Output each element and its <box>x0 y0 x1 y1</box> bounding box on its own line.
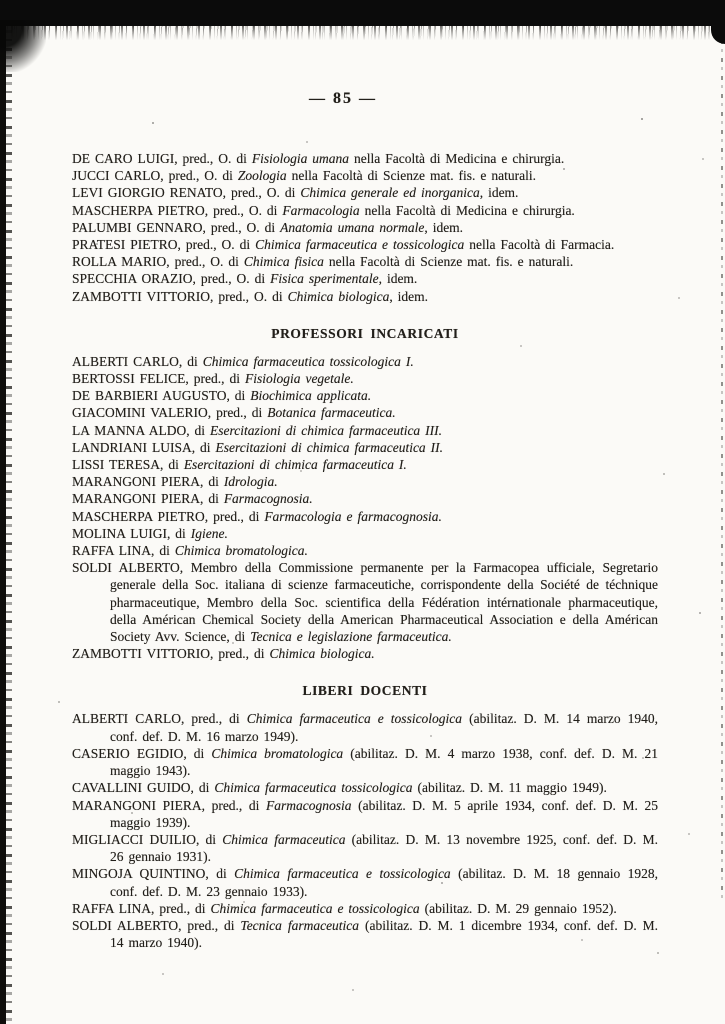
entry-subject: Esercitazioni di chimica farmaceutica III. <box>210 422 443 438</box>
entry-text: BERTOSSI FELICE, pred., di <box>72 371 245 387</box>
scan-binding-gutter <box>0 22 6 1024</box>
entry-subject: Anatomia umana normale <box>280 219 425 235</box>
entry-text: (abilitaz. D. M. 29 gennaio 1952). <box>419 900 617 916</box>
entry-subject: Fisiologia vegetale. <box>244 371 354 387</box>
directory-entry <box>72 370 658 387</box>
entry-subject: Chimica farmaceutica e tossicologica <box>255 237 465 253</box>
entry-subject: Chimica farmaceutica e tossicologica <box>210 900 420 916</box>
entry-text: RAFFA LINA, pred., di <box>72 900 211 916</box>
directory-entry <box>72 490 658 507</box>
entry-text: nella Facoltà di Medicina e chirurgia. <box>359 202 575 218</box>
entry-text: ZAMBOTTI VITTORIO, pred., di <box>72 646 270 662</box>
directory-entry <box>72 387 658 404</box>
entry-text: LEVI GIORGIO RENATO, pred., O. di <box>72 185 301 201</box>
directory-entry <box>72 508 658 525</box>
entry-subject: Farmacologia e farmacognosia. <box>264 508 442 524</box>
directory-entry <box>72 456 658 473</box>
entry-text: (abilitaz. D. M. 14 marzo 1940, conf. def. D. M. 16 marzo 1949). <box>110 711 659 744</box>
entry-subject: Farmacognosia <box>266 797 352 813</box>
entry-subject: Fisiologia umana <box>251 151 350 166</box>
entry-text: , idem. <box>479 185 519 201</box>
document-body <box>72 150 658 951</box>
entry-text: PALUMBI GENNARO, pred., O. di <box>72 219 281 235</box>
directory-entry <box>72 270 658 287</box>
scan-top-edge-shadow <box>0 0 725 26</box>
entry-subject: Tecnica e legislazione farmaceutica. <box>250 629 452 645</box>
scan-right-edge-line <box>721 40 723 904</box>
directory-entry <box>72 779 658 796</box>
entry-text: (abilitaz. D. M. 5 aprile 1934, conf. def. D. M. 25 maggio 1939). <box>110 797 658 830</box>
entry-subject: Biochimica applicata. <box>250 388 372 404</box>
entry-text: ALBERTI CARLO, di <box>72 353 203 369</box>
entry-text: ROLLA MARIO, pred., O. di <box>72 254 244 270</box>
entry-subject: Chimica farmaceutica tossicologica <box>214 780 413 796</box>
entry-subject: Chimica biologica <box>287 288 390 304</box>
directory-entry <box>72 236 658 253</box>
entry-subject: Farmacognosia. <box>223 491 313 507</box>
entry-text: MARANGONI PIERA, di <box>72 491 224 507</box>
entry-subject: Farmacologia <box>282 202 360 218</box>
entry-text: MASCHERPA PIETRO, pred., di <box>72 508 265 524</box>
directory-entry <box>72 167 658 184</box>
entry-subject: Botanica farmaceutica. <box>267 405 396 421</box>
entry-text: LA MANNA ALDO, di <box>72 422 211 438</box>
entry-text: ZAMBOTTI VITTORIO, pred., O. di <box>72 288 288 304</box>
entry-subject: Chimica bromatologica <box>211 745 344 761</box>
entry-text: LANDRIANI LUISA, di <box>72 439 216 455</box>
directory-entry <box>72 865 658 899</box>
entry-subject: Zoologia <box>237 168 287 184</box>
entry-subject: Chimica bromatologica. <box>174 543 308 559</box>
entry-text: (abilitaz. D. M. 13 novembre 1925, conf. def. D. M. 26 gennaio 1931). <box>110 831 659 865</box>
entry-text: CASERIO EGIDIO, di <box>72 745 212 761</box>
directory-entry <box>72 797 658 831</box>
directory-entry <box>72 150 658 167</box>
entry-subject: Chimica fisica <box>243 254 324 270</box>
entry-subject: Igiene. <box>190 525 228 541</box>
entry-text: LISSI TERESA, di <box>72 457 184 473</box>
entry-text: MARANGONI PIERA, di <box>72 474 224 490</box>
entry-subject: Chimica farmaceutica <box>222 831 346 847</box>
directory-entry <box>72 439 658 456</box>
entry-text: MINGOJA QUINTINO, di <box>72 866 235 882</box>
directory-entry <box>72 253 658 270</box>
entry-text: , idem. <box>389 288 429 304</box>
directory-entry <box>72 525 658 542</box>
entry-text: (abilitaz. D. M. 4 marzo 1938, conf. def. D. M. 21 maggio 1943). <box>110 745 658 779</box>
page-number: — 85 — <box>309 90 377 107</box>
entry-text: DE BARBIERI AUGUSTO, di <box>72 388 251 404</box>
entry-text: nella Facoltà di Scienze mat. fis. e naturali. <box>286 168 536 184</box>
entry-subject: Chimica farmaceutica tossicologica I. <box>202 353 414 369</box>
directory-entry <box>72 710 658 744</box>
directory-entry <box>72 917 658 951</box>
directory-entry <box>72 559 658 645</box>
entry-text: SOLDI ALBERTO, pred., di <box>72 917 241 933</box>
directory-entry <box>72 202 658 219</box>
entry-subject: Chimica farmaceutica e tossicologica <box>234 866 451 882</box>
directory-entry <box>72 353 658 370</box>
entry-subject: Tecnica farmaceutica <box>240 917 360 933</box>
directory-entry <box>72 219 658 236</box>
directory-entry <box>72 288 658 305</box>
entry-text: MIGLIACCI DUILIO, di <box>72 831 223 847</box>
entry-text: nella Facoltà di Scienze mat. fis. e naturali. <box>323 254 574 270</box>
entry-text: DE CARO LUIGI, pred., O. di <box>72 151 252 166</box>
directory-entry <box>72 404 658 421</box>
entry-subject: Idrologia. <box>223 474 278 490</box>
entry-text: ALBERTI CARLO, pred., di <box>72 711 247 727</box>
entry-text: (abilitaz. D. M. 18 gennaio 1928, conf. def. D. M. 23 gennaio 1933). <box>110 866 658 899</box>
entry-text: PRATESI PIETRO, pred., O. di <box>72 237 256 253</box>
directory-entry <box>72 184 658 201</box>
scan-top-noise <box>0 25 725 42</box>
entry-text: MARANGONI PIERA, pred., di <box>72 797 266 813</box>
entry-subject: Esercitazioni di chimica farmaceutica II. <box>215 439 444 455</box>
entry-subject: Chimica biologica. <box>269 646 375 662</box>
entry-text: (abilitaz. D. M. 1 dicembre 1934, conf. def. D. M. 14 marzo 1940). <box>110 917 659 951</box>
directory-entry <box>72 473 658 490</box>
entry-text: MOLINA LUIGI, di <box>72 525 191 541</box>
entry-text: CAVALLINI GUIDO, di <box>72 780 215 796</box>
entry-text: nella Facoltà di Medicina e chirurgia. <box>349 151 565 166</box>
scan-ink-blob <box>0 20 46 72</box>
entry-subject: Esercitazioni di chimica farmaceutica I. <box>183 457 407 473</box>
section-heading-professori-incaricati: PROFESSORI INCARICATI <box>271 325 459 341</box>
entry-text: nella Facoltà di Farmacia. <box>464 237 615 253</box>
directory-entry <box>72 900 658 917</box>
entry-subject: Fisica sperimentale <box>270 271 379 287</box>
section-heading-liberi-docenti: LIBERI DOCENTI <box>302 683 428 699</box>
entry-text: SPECCHIA ORAZIO, pred., O. di <box>72 271 271 287</box>
entry-text: SOLDI ALBERTO, Membro della Commissione permanente per la Farmacopea ufficiale, Segretario generale della Soc. italiana di scienze farmaceutiche, corrispondente della Société de téchnique pharmaceutique, Membro della Soc. scientifica della Fédération intérnationale pharmaceutique, della Américan Chemical Society della American Pharmaceutical Association e della Américan Society Avv. Science, di <box>72 560 658 645</box>
entry-text: , idem. <box>378 271 418 287</box>
entry-text: RAFFA LINA, di <box>72 543 175 559</box>
entry-text: JUCCI CARLO, pred., O. di <box>72 168 238 184</box>
directory-entry <box>72 831 658 865</box>
directory-entry <box>72 422 658 439</box>
entry-subject: Chimica generale ed inorganica <box>300 185 480 201</box>
section-professori-ordinari <box>72 150 658 305</box>
directory-entry <box>72 745 658 779</box>
entry-text: GIACOMINI VALERIO, pred., di <box>72 405 268 421</box>
entry-text: MASCHERPA PIETRO, pred., O. di <box>72 202 283 218</box>
entry-text: , idem. <box>424 219 464 235</box>
directory-entry <box>72 542 658 559</box>
directory-entry <box>72 645 658 662</box>
section-professori-incaricati <box>72 326 658 663</box>
section-liberi-docenti <box>72 683 658 951</box>
entry-subject: Chimica farmaceutica e tossicologica <box>246 711 463 727</box>
entry-text: (abilitaz. D. M. 11 maggio 1949). <box>412 780 607 796</box>
